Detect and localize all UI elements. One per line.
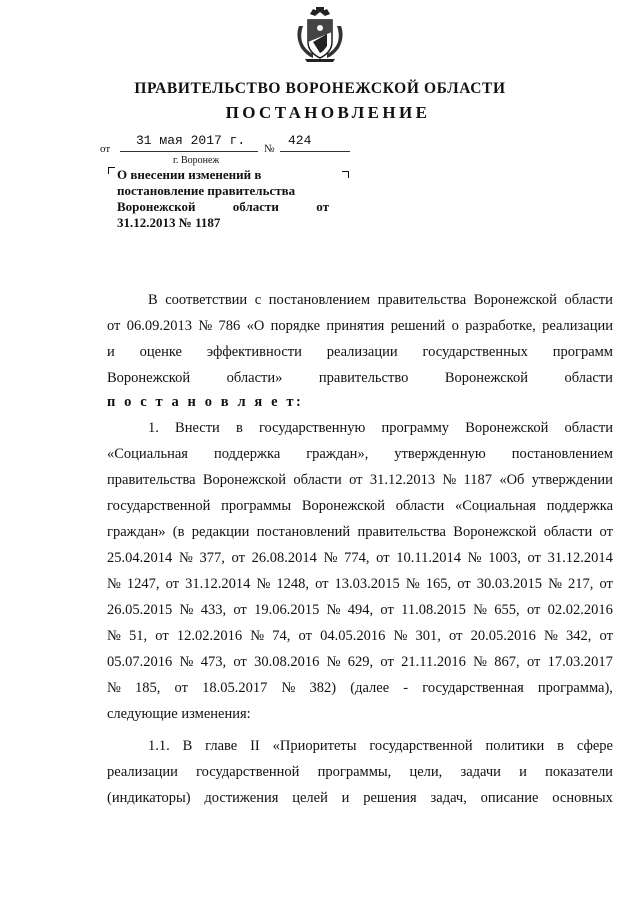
- body-word: от: [349, 472, 363, 488]
- body-word: «Приоритеты: [272, 738, 357, 754]
- body-word: 774,: [344, 550, 370, 566]
- body-word: №: [107, 628, 121, 644]
- body-word: 17.03.2017: [547, 654, 613, 670]
- body-word: от: [527, 550, 541, 566]
- body-word: государственной: [107, 498, 211, 514]
- body-word: 867,: [494, 654, 520, 670]
- body-word: от: [457, 576, 471, 592]
- body-word: 377,: [199, 550, 225, 566]
- body-word: 51,: [129, 628, 148, 644]
- body-line: [148, 292, 613, 309]
- body-word: 12.02.2016: [176, 628, 243, 644]
- body-line: [107, 498, 613, 515]
- body-line: [107, 550, 613, 567]
- body-word: В: [182, 738, 193, 754]
- body-word: государственная: [422, 680, 524, 696]
- document-type-title: ПОСТАНОВЛЕНИЕ: [225, 103, 431, 122]
- body-word: №: [281, 680, 296, 696]
- body-word: от: [599, 628, 613, 644]
- body-word: с: [254, 292, 262, 308]
- body-word: от: [233, 602, 247, 618]
- body-word: реализации: [326, 344, 398, 360]
- body-word: 185,: [135, 680, 161, 696]
- body-word: «О: [246, 318, 265, 334]
- number-underline: [280, 151, 350, 152]
- body-word: цели,: [409, 764, 443, 780]
- body-word: №: [393, 628, 408, 644]
- number-prefix: №: [264, 143, 275, 155]
- body-word: №: [326, 602, 341, 618]
- body-word: №: [178, 550, 193, 566]
- body-word: 382): [309, 680, 337, 696]
- body-word: целей: [292, 790, 328, 806]
- body-word: №: [326, 654, 341, 670]
- body-word: 473,: [200, 654, 227, 670]
- body-line: [107, 706, 613, 723]
- body-word: 30.08.2016: [254, 654, 320, 670]
- body-word: (в: [172, 524, 185, 540]
- date-number-row: [100, 135, 360, 155]
- body-word: правительства: [107, 472, 196, 488]
- body-word: 1187: [463, 472, 493, 488]
- body-line: [107, 654, 613, 671]
- body-word: 04.05.2016: [320, 628, 386, 644]
- body-word: 301,: [415, 628, 441, 644]
- coat-of-arms-emblem: [293, 6, 347, 64]
- body-text: следующие изменения:: [107, 706, 251, 722]
- body-word: В: [148, 292, 158, 308]
- body-word: постановлений: [256, 524, 351, 540]
- body-word: реализации: [107, 764, 178, 780]
- body-word: 05.07.2016: [107, 654, 173, 670]
- date-prefix: от: [100, 143, 111, 155]
- body-word: 26.05.2015: [107, 602, 173, 618]
- body-word: 02.02.2016: [547, 602, 613, 618]
- body-word: утверждении: [531, 472, 613, 488]
- resolves-word: п о с т а н о в л я е т:: [107, 394, 304, 410]
- city-label: г. Воронеж: [173, 155, 220, 166]
- body-word: принятия: [326, 318, 385, 334]
- body-word: (далее: [350, 680, 390, 696]
- subject-line: [117, 199, 329, 215]
- body-word: политики: [485, 738, 545, 754]
- subject-line: 31.12.2013 № 1187: [117, 215, 221, 230]
- body-word: 1247,: [126, 576, 160, 592]
- subject-word: Воронежской: [117, 199, 196, 214]
- body-word: №: [544, 628, 558, 644]
- subject-line: постановление правительства: [117, 183, 296, 198]
- body-word: о: [451, 318, 459, 334]
- body-line: [107, 370, 613, 387]
- body-line: [107, 524, 613, 541]
- body-line: [107, 680, 613, 697]
- body-line: [107, 472, 613, 489]
- body-line: [107, 602, 613, 619]
- body-word: от: [165, 576, 180, 592]
- body-word: правительства: [377, 292, 467, 308]
- body-word: задачи: [460, 764, 501, 780]
- body-line: [107, 628, 613, 645]
- body-word: решения: [363, 790, 417, 806]
- body-word: от: [107, 318, 121, 334]
- body-word: Воронежской: [301, 498, 385, 514]
- body-word: области: [564, 292, 613, 308]
- body-word: 10.11.2014: [396, 550, 461, 566]
- subject-bracket-right: [342, 171, 349, 178]
- body-word: правительство: [318, 370, 409, 386]
- body-word: №: [442, 472, 457, 488]
- body-line: [107, 790, 613, 807]
- document-subject: [117, 167, 329, 231]
- body-word: программу: [381, 420, 450, 436]
- subject-word: области: [232, 199, 279, 214]
- body-word: 06.09.2013: [126, 318, 192, 334]
- document-number: 424: [288, 133, 312, 148]
- body-word: от: [155, 628, 169, 644]
- body-word: 31.12.2014: [547, 550, 613, 566]
- body-line: [107, 576, 613, 593]
- body-word: 629,: [347, 654, 374, 670]
- body-line: [107, 394, 613, 411]
- body-word: области»: [226, 370, 283, 386]
- body-word: от: [298, 628, 312, 644]
- body-word: №: [179, 654, 194, 670]
- body-word: «Об: [499, 472, 525, 488]
- body-word: от: [231, 550, 245, 566]
- body-word: реализации: [542, 318, 613, 334]
- body-word: оценке: [139, 344, 182, 360]
- body-word: 19.06.2015: [254, 602, 320, 618]
- body-word: 1003,: [488, 550, 521, 566]
- body-word: достижения: [204, 790, 279, 806]
- body-word: разработке,: [465, 318, 536, 334]
- body-word: и: [519, 764, 527, 780]
- body-word: области: [395, 498, 445, 514]
- body-line: [107, 344, 613, 361]
- body-word: постановлением: [268, 292, 371, 308]
- body-word: граждан»,: [306, 446, 369, 462]
- body-line: [148, 738, 613, 755]
- body-word: Воронежской: [453, 524, 537, 540]
- body-word: постановлением: [511, 446, 613, 462]
- body-line: [107, 446, 613, 463]
- body-word: (индикаторы): [107, 790, 191, 806]
- body-word: №: [198, 318, 213, 334]
- body-word: задач,: [430, 790, 467, 806]
- body-word: 165,: [425, 576, 452, 592]
- organization-name: ПРАВИТЕЛЬСТВО ВОРОНЕЖСКОЙ ОБЛАСТИ: [134, 80, 506, 97]
- document-date: 31 мая 2017 г.: [136, 133, 246, 148]
- body-word: 494,: [347, 602, 374, 618]
- body-word: государственных: [422, 344, 528, 360]
- body-word: описание: [480, 790, 539, 806]
- body-word: 25.04.2014: [107, 550, 173, 566]
- body-word: Воронежской: [107, 370, 191, 386]
- body-word: 13.03.2015: [334, 576, 400, 592]
- body-word: 1.1.: [148, 738, 170, 754]
- body-word: утвержденную: [394, 446, 486, 462]
- body-word: 74,: [272, 628, 291, 644]
- body-word: «Социальная: [107, 446, 188, 462]
- body-line: [148, 420, 613, 437]
- body-word: области: [564, 420, 613, 436]
- body-word: и: [107, 344, 115, 360]
- body-word: области: [293, 472, 342, 488]
- date-underline: [120, 151, 258, 152]
- body-word: №: [179, 602, 194, 618]
- body-word: 342,: [566, 628, 592, 644]
- body-word: -: [403, 680, 409, 696]
- body-word: программ: [552, 344, 613, 360]
- body-word: 1248,: [276, 576, 309, 592]
- body-word: II: [250, 738, 260, 754]
- body-line: [107, 318, 613, 335]
- subject-bracket-left: [108, 167, 115, 174]
- body-word: от: [599, 576, 613, 592]
- body-word: от: [526, 654, 541, 670]
- body-word: 21.11.2016: [401, 654, 466, 670]
- body-word: от: [380, 602, 394, 618]
- body-word: правительства: [357, 524, 446, 540]
- body-word: в: [235, 420, 243, 436]
- body-word: 786: [218, 318, 241, 334]
- body-word: №: [405, 576, 420, 592]
- body-word: сфере: [576, 738, 613, 754]
- body-word: от: [526, 602, 541, 618]
- body-word: «Социальная: [454, 498, 536, 514]
- body-word: государственной: [196, 764, 300, 780]
- body-word: от: [233, 654, 247, 670]
- body-word: №: [473, 654, 487, 670]
- body-word: программы,: [317, 764, 392, 780]
- body-word: 30.03.2015: [476, 576, 542, 592]
- body-word: государственную: [258, 420, 366, 436]
- body-word: 655,: [494, 602, 520, 618]
- body-word: Воронежской: [444, 370, 528, 386]
- body-word: в: [557, 738, 564, 754]
- body-word: №: [250, 628, 265, 644]
- body-word: №: [107, 680, 121, 696]
- body-word: порядке: [270, 318, 321, 334]
- body-word: 217,: [567, 576, 594, 592]
- body-word: от: [449, 628, 463, 644]
- body-word: №: [548, 576, 562, 592]
- body-word: №: [473, 602, 487, 618]
- body-word: 26.08.2014: [251, 550, 317, 566]
- body-word: граждан»: [107, 524, 166, 540]
- body-word: 31.12.2013: [369, 472, 436, 488]
- body-word: основных: [552, 790, 613, 806]
- body-word: от: [315, 576, 329, 592]
- body-word: №: [323, 550, 338, 566]
- subject-line: О внесении изменений в: [117, 167, 262, 182]
- body-word: Внести: [175, 420, 220, 436]
- body-word: программа),: [537, 680, 613, 696]
- subject-word: от: [316, 199, 329, 214]
- body-word: 1.: [148, 420, 159, 436]
- body-word: и: [341, 790, 350, 806]
- body-word: программы: [221, 498, 292, 514]
- body-word: Воронежской: [202, 472, 286, 488]
- body-word: области: [543, 524, 593, 540]
- body-word: от: [380, 654, 394, 670]
- body-word: Воронежской: [465, 420, 549, 436]
- body-word: Воронежской: [473, 292, 557, 308]
- body-word: показатели: [545, 764, 613, 780]
- body-word: поддержка: [213, 446, 281, 462]
- body-word: главе: [205, 738, 238, 754]
- body-line: [107, 764, 613, 781]
- body-word: 31.12.2014: [185, 576, 251, 592]
- body-word: соответствии: [165, 292, 248, 308]
- body-word: 18.05.2017: [202, 680, 268, 696]
- body-word: области: [564, 370, 613, 386]
- body-word: 20.05.2016: [470, 628, 536, 644]
- body-word: поддержка: [546, 498, 613, 514]
- body-word: редакции: [191, 524, 250, 540]
- body-word: 433,: [200, 602, 227, 618]
- body-word: государственной: [369, 738, 473, 754]
- body-word: от: [599, 524, 613, 540]
- body-word: №: [107, 576, 121, 592]
- body-word: от: [376, 550, 390, 566]
- body-word: решений: [390, 318, 446, 334]
- body-word: №: [256, 576, 271, 592]
- body-word: эффективности: [206, 344, 302, 360]
- body-word: №: [467, 550, 482, 566]
- body-word: от: [174, 680, 188, 696]
- body-word: 11.08.2015: [401, 602, 466, 618]
